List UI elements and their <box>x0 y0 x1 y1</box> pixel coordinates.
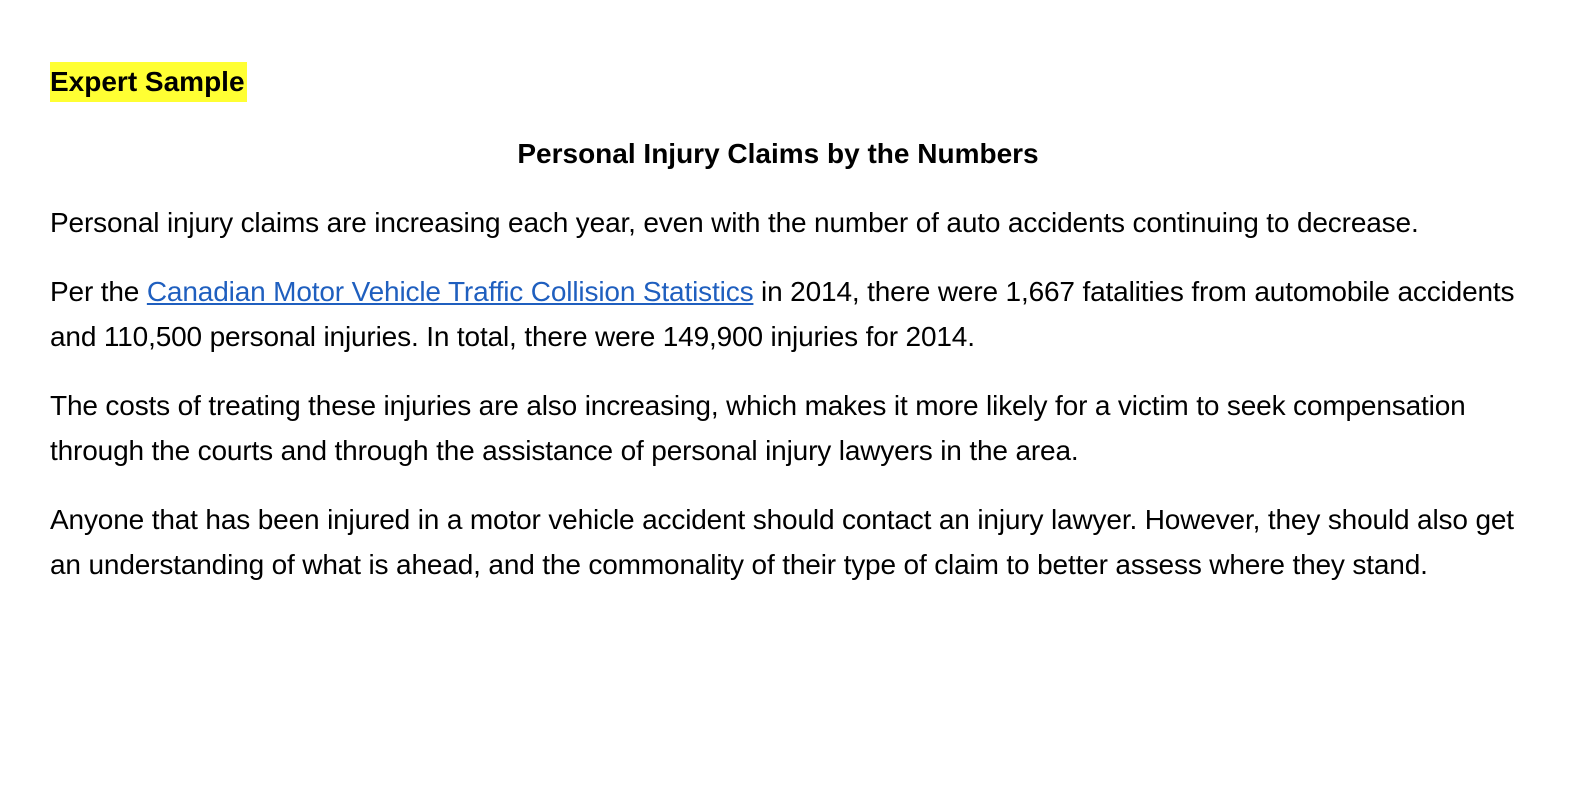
expert-sample-label: Expert Sample <box>50 62 247 102</box>
label-line <box>50 62 1530 106</box>
paragraph-costs: The costs of treating these injuries are also increasing, which makes it more likely for a victim to seek compensation through the courts and through the assistance of personal injury lawyers in the area. <box>50 390 1466 466</box>
paragraph-statistics-lead: Per the <box>50 276 147 307</box>
paragraph-statistics <box>50 269 1530 359</box>
paragraph-intro: Personal injury claims are increasing each year, even with the number of auto accidents continuing to decrease. <box>50 207 1419 238</box>
document-title: Personal Injury Claims by the Numbers <box>517 138 1039 169</box>
paragraph-statistics-body: in 2014, there were 1,667 fatalities from automobile accidents and 110,500 personal injuries. In total, there were 149,900 injuries for 2014. <box>50 276 1515 352</box>
statistics-source-link[interactable]: Canadian Motor Vehicle Traffic Collision Statistics <box>146 276 754 307</box>
paragraph-advice: Anyone that has been injured in a motor vehicle accident should contact an injury lawyer. However, they should also get an understanding of what is ahead, and the commonality of their type of claim to better assess where they stand. <box>50 504 1514 580</box>
document-page <box>50 62 1530 587</box>
